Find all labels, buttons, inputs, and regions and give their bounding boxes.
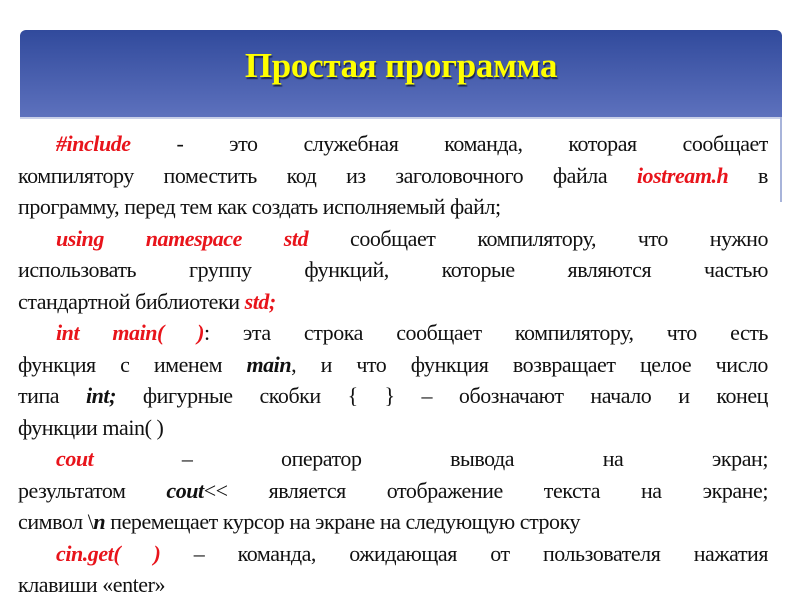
slide-body-text <box>18 128 768 601</box>
content-border <box>780 117 782 202</box>
code-term: n <box>93 509 106 534</box>
text-segment: << является отображение текста на экране; <box>203 477 768 503</box>
text-line <box>18 160 768 192</box>
text-segment: клавиши «enter» <box>18 572 166 597</box>
text-line <box>18 349 768 381</box>
text-line <box>18 128 768 160</box>
text-segment: компилятору поместить код из заголовочного файла <box>18 162 637 188</box>
code-term: main <box>246 351 292 377</box>
text-line <box>18 538 768 570</box>
text-segment: программу, перед тем как создать исполняемый файл; <box>18 194 501 219</box>
text-line <box>18 317 768 349</box>
text-segment: символ \ <box>18 509 94 534</box>
text-segment: перемещает курсор на экране на следующую строку <box>105 509 581 534</box>
code-keyword: #include <box>56 131 131 156</box>
code-keyword: iostream.h <box>636 162 729 188</box>
text-segment: функции main( ) <box>18 414 164 440</box>
text-segment: – оператор вывода на экран; <box>93 446 768 471</box>
text-segment: : эта строка сообщает компилятору, что есть <box>204 320 768 345</box>
text-line <box>18 569 768 601</box>
text-line <box>18 191 768 223</box>
code-term: cout <box>166 477 204 503</box>
code-term: int; <box>85 383 116 408</box>
code-keyword: std; <box>244 288 276 314</box>
text-segment: сообщает компилятору, что нужно <box>308 225 768 251</box>
text-line <box>18 380 768 412</box>
text-segment: в <box>728 162 768 188</box>
text-segment: – команда, ожидающая от пользователя нажатия <box>160 540 768 566</box>
text-line <box>18 412 768 444</box>
text-line <box>18 506 768 538</box>
code-keyword: cin.get( ) <box>56 540 161 566</box>
text-segment: типа <box>18 383 86 408</box>
slide-title: Простая программа <box>244 46 558 85</box>
text-segment: , и что функция возвращает целое число <box>291 351 768 377</box>
code-keyword: using namespace std <box>56 225 309 251</box>
text-segment: использовать группу функций, которые являются частью <box>18 257 768 282</box>
text-line <box>18 443 768 475</box>
code-keyword: int main( ) <box>56 320 205 345</box>
code-keyword: cout <box>56 446 94 471</box>
text-line <box>18 475 768 507</box>
text-segment: стандартной библиотеки <box>18 288 245 314</box>
text-segment: результатом <box>18 477 167 503</box>
text-segment: фигурные скобки { } – обозначают начало и конец <box>115 383 768 408</box>
text-line <box>18 223 768 255</box>
text-segment: - это служебная команда, которая сообщает <box>130 131 768 156</box>
text-segment: функция с именем <box>18 351 247 377</box>
title-banner <box>20 30 782 119</box>
text-line <box>18 286 768 318</box>
text-line <box>18 254 768 286</box>
